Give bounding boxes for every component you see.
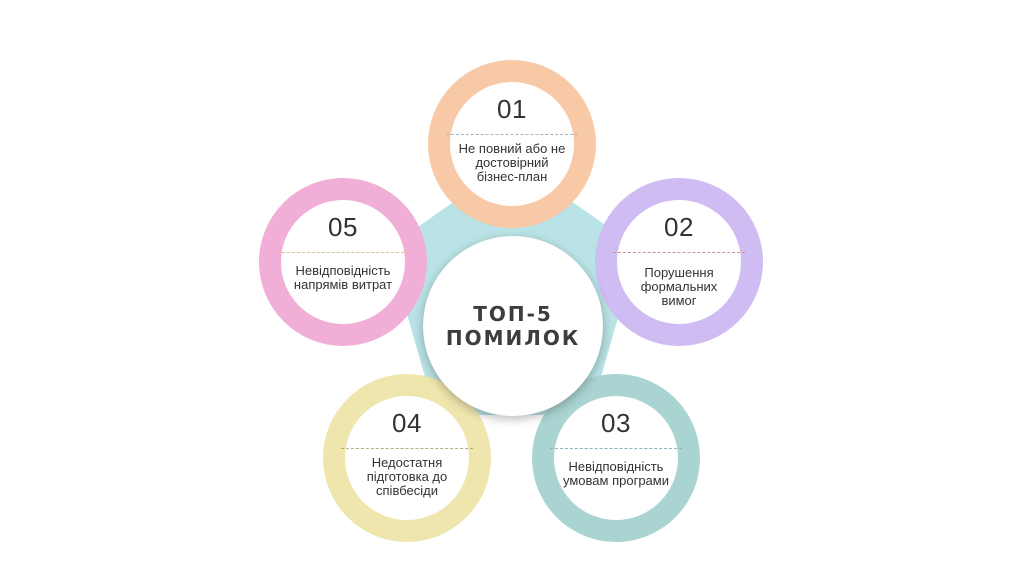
item-05-ring bbox=[259, 178, 427, 346]
item-04-number: 04 bbox=[392, 408, 422, 438]
item-01-divider bbox=[446, 134, 578, 135]
center-title: ТОП-5 ПОМИЛОК bbox=[445, 302, 581, 350]
item-04-label: Недостатня підготовка до співбесіди bbox=[366, 455, 448, 498]
item-02-number: 02 bbox=[664, 212, 694, 242]
item-02-divider bbox=[613, 252, 745, 253]
item-01-number: 01 bbox=[497, 94, 527, 124]
item-04-divider bbox=[341, 448, 473, 449]
item-03-number: 03 bbox=[601, 408, 631, 438]
item-01-label: Не повний або не достовірний бізнес-план bbox=[458, 141, 566, 184]
item-05-number: 05 bbox=[328, 212, 358, 242]
item-03-divider bbox=[550, 448, 682, 449]
item-05-divider bbox=[277, 252, 409, 253]
item-02-ring bbox=[595, 178, 763, 346]
center-circle bbox=[423, 236, 603, 416]
item-01-ring bbox=[428, 60, 596, 228]
item-05-label: Невідповідність напрямів витрат bbox=[293, 263, 393, 292]
item-02-label: Порушення формальних вимог bbox=[640, 265, 718, 308]
item-03-label: Невідповідність умовам програми bbox=[563, 459, 669, 488]
